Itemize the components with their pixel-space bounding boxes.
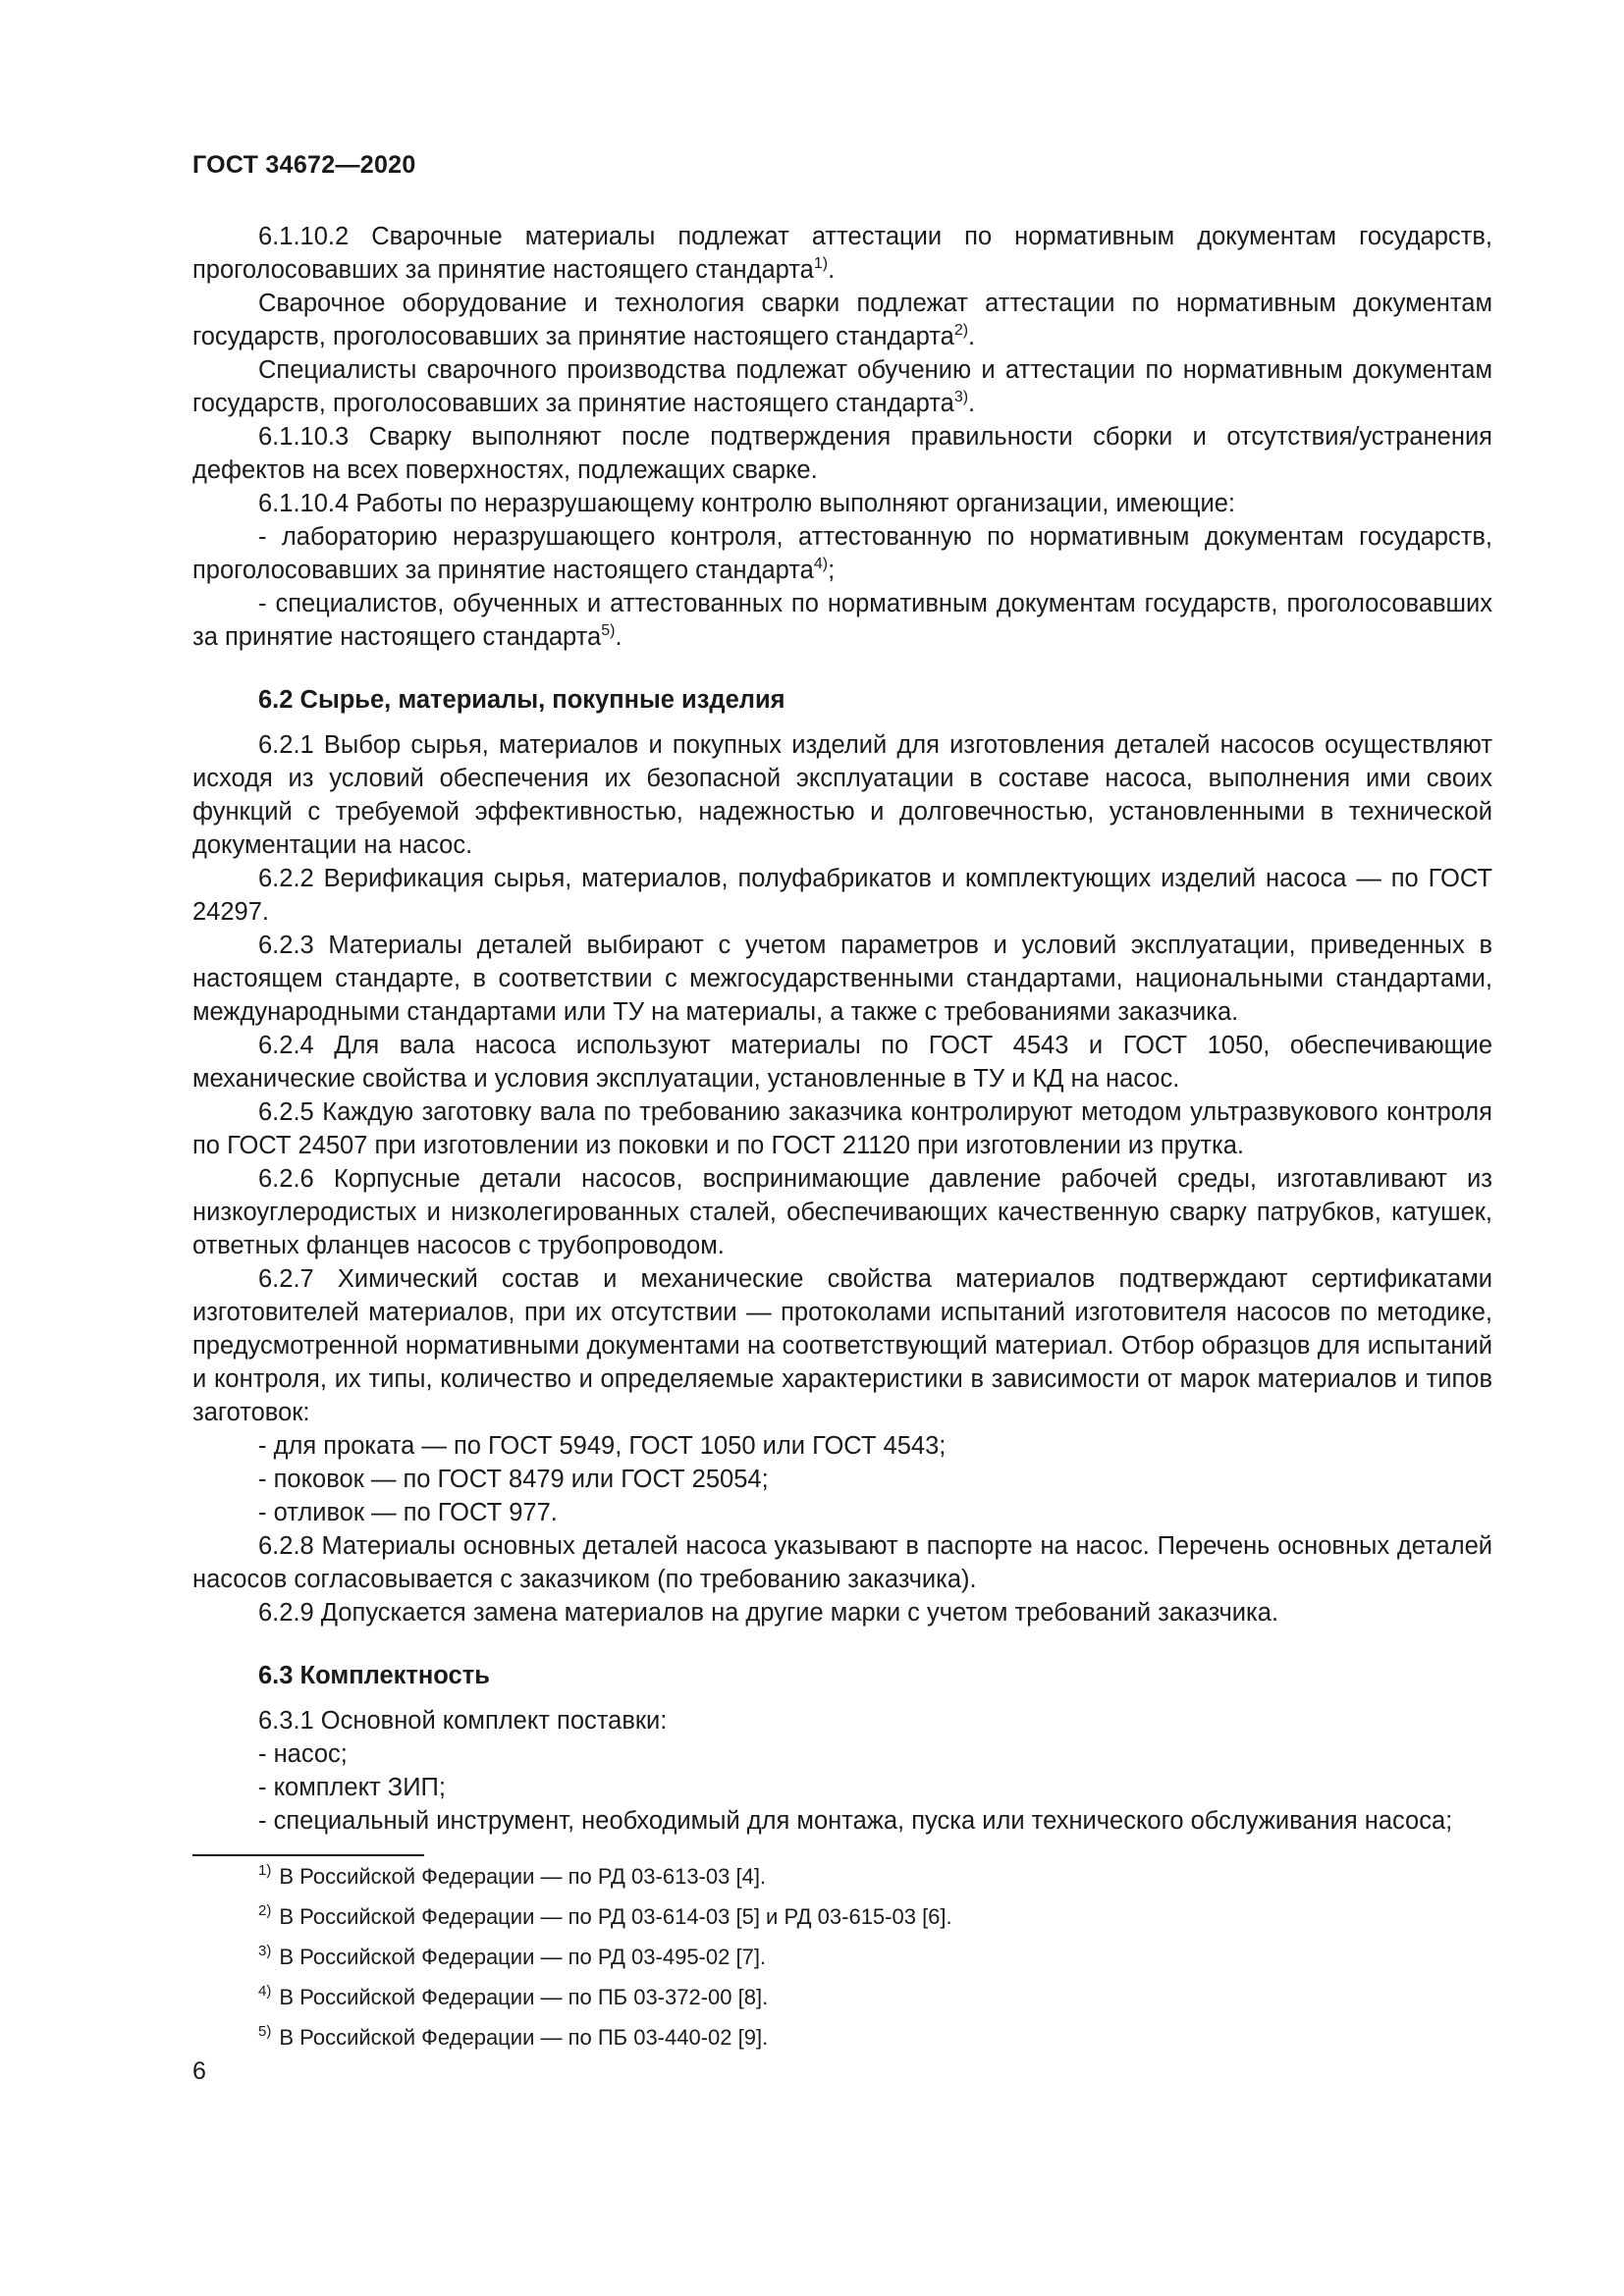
list-item: - комплект ЗИП;: [258, 1774, 446, 1801]
paragraph: 6.1.10.2 Сварочные материалы подлежат аттестации по нормативным документам государств, проголосовавших за принятие настоящего стандарта$^{1)}$.: [192, 223, 1492, 284]
paragraph: 6.2.1 Выбор сырья, материалов и покупных изделий для изготовления деталей насосов осуществляют исходя из условий обеспечения их безопасной эксплуатации в составе насоса, выполнения ими своих функций с требуемой эффективностью, надежностью и долговечностью, установленными в технической документации на насос.: [192, 731, 1492, 859]
footnote-ref[interactable]: 1): [813, 254, 829, 272]
paragraph: 6.3.1 Основной комплект поставки:: [258, 1707, 668, 1735]
paragraph: Сварочное оборудование и технология сварки подлежат аттестации по нормативным документам государств, проголосовавших за принятие настоящего стандарта$^{2)}$.: [192, 290, 1492, 350]
section-heading: 6.2 Сырье, материалы, покупные изделия: [258, 686, 785, 714]
list-item: - насос;: [258, 1740, 348, 1768]
footnote: $^{3)}$ В Российской Федерации — по РД 03-495-02 [7].: [258, 1942, 767, 1969]
section-heading: 6.3 Комплектность: [258, 1662, 490, 1689]
footnote-mark: 5): [258, 2022, 272, 2040]
footnote-mark: 4): [258, 1982, 272, 2000]
paragraph: 6.1.10.4 Работы по неразрушающему контролю выполняют организации, имеющие:: [258, 490, 1235, 517]
footnote-ref[interactable]: 2): [953, 321, 969, 339]
paragraph: 6.2.6 Корпусные детали насосов, воспринимающие давление рабочей среды, изготавливают из низкоуглеродистых и низколегированных сталей, обеспечивающих качественную сварку патрубков, катушек, ответных фланцев насосов с трубопроводом.: [192, 1165, 1492, 1259]
footnotes: [258, 1861, 952, 2065]
paragraph: 6.2.5 Каждую заготовку вала по требованию заказчика контролируют методом ультразвукового контроля по ГОСТ 24507 при изготовлении из поковки и по ГОСТ 21120 при изготовлении из прутка.: [192, 1098, 1492, 1159]
paragraph: 6.2.7 Химический состав и механические свойства материалов подтверждают сертификатами изготовителей материалов, при их отсутствии — протоколами испытаний изготовителя насосов по методике, предусмотренной нормативными документами на соответствующий материал. Отбор образцов для испытаний и контроля, их типы, количество и определяемые характеристики в зависимости от марок материалов и типов заготовок:: [192, 1265, 1492, 1426]
footnote-separator: [192, 1854, 424, 1856]
paragraph: 6.2.3 Материалы деталей выбирают с учетом параметров и условий эксплуатации, приведенных в настоящем стандарте, в соответствии с межгосударственными стандартами, национальными стандартами, международными стандартами или ТУ на материалы, а также с требованиями заказчика.: [192, 932, 1492, 1026]
footnote: $^{5)}$ В Российской Федерации — по ПБ 03-440-02 [9].: [258, 2022, 769, 2050]
document-header: ГОСТ 34672—2020: [192, 151, 416, 179]
paragraph: 6.2.9 Допускается замена материалов на другие марки с учетом требований заказчика.: [258, 1599, 1279, 1627]
footnote-mark: 1): [258, 1861, 272, 1879]
paragraph: 6.2.8 Материалы основных деталей насоса указывают в паспорте на насос. Перечень основных деталей насосов согласовывается с заказчиком (по требованию заказчика).: [192, 1532, 1492, 1593]
footnote: $^{2)}$ В Российской Федерации — по РД 03-614-03 [5] и РД 03-615-03 [6].: [258, 1901, 952, 1929]
footnote: $^{1)}$ В Российской Федерации — по РД 03-613-03 [4].: [258, 1861, 767, 1889]
list-item: - поковок — по ГОСТ 8479 или ГОСТ 25054;: [258, 1466, 769, 1493]
footnote-ref[interactable]: 3): [953, 388, 969, 405]
list-item: - для проката — по ГОСТ 5949, ГОСТ 1050 или ГОСТ 4543;: [258, 1432, 947, 1460]
page-number: 6: [192, 2057, 206, 2085]
list-item: - лабораторию неразрушающего контроля, аттестованную по нормативным документам государств, проголосовавших за принятие настоящего стандарта$^{4)}$;: [192, 523, 1492, 584]
footnote-mark: 3): [258, 1942, 272, 1959]
paragraph: 6.2.2 Верификация сырья, материалов, полуфабрикатов и комплектующих изделий насоса — по ГОСТ 24297.: [192, 865, 1492, 926]
footnote-ref[interactable]: 4): [813, 555, 829, 572]
footnote: $^{4)}$ В Российской Федерации — по ПБ 03-372-00 [8].: [258, 1982, 769, 2009]
list-item: - специальный инструмент, необходимый для монтажа, пуска или технического обслуживания насоса;: [258, 1807, 1453, 1835]
list-item: - специалистов, обученных и аттестованных по нормативным документам государств, проголосовавших за принятие настоящего стандарта$^{5)}$.: [192, 590, 1492, 651]
list-item: - отливок — по ГОСТ 977.: [258, 1499, 558, 1526]
body-text: [192, 220, 1492, 1838]
footnote-mark: 2): [258, 1901, 272, 1919]
paragraph: 6.2.4 Для вала насоса используют материалы по ГОСТ 4543 и ГОСТ 1050, обеспечивающие механические свойства и условия эксплуатации, установленные в ТУ и КД на насос.: [192, 1032, 1492, 1093]
paragraph: Специалисты сварочного производства подлежат обучению и аттестации по нормативным документам государств, проголосовавших за принятие настоящего стандарта$^{3)}$.: [192, 356, 1492, 417]
paragraph: 6.1.10.3 Сварку выполняют после подтверждения правильности сборки и отсутствия/устранения дефектов на всех поверхностях, подлежащих сварке.: [192, 423, 1492, 484]
footnote-ref[interactable]: 5): [601, 621, 616, 639]
